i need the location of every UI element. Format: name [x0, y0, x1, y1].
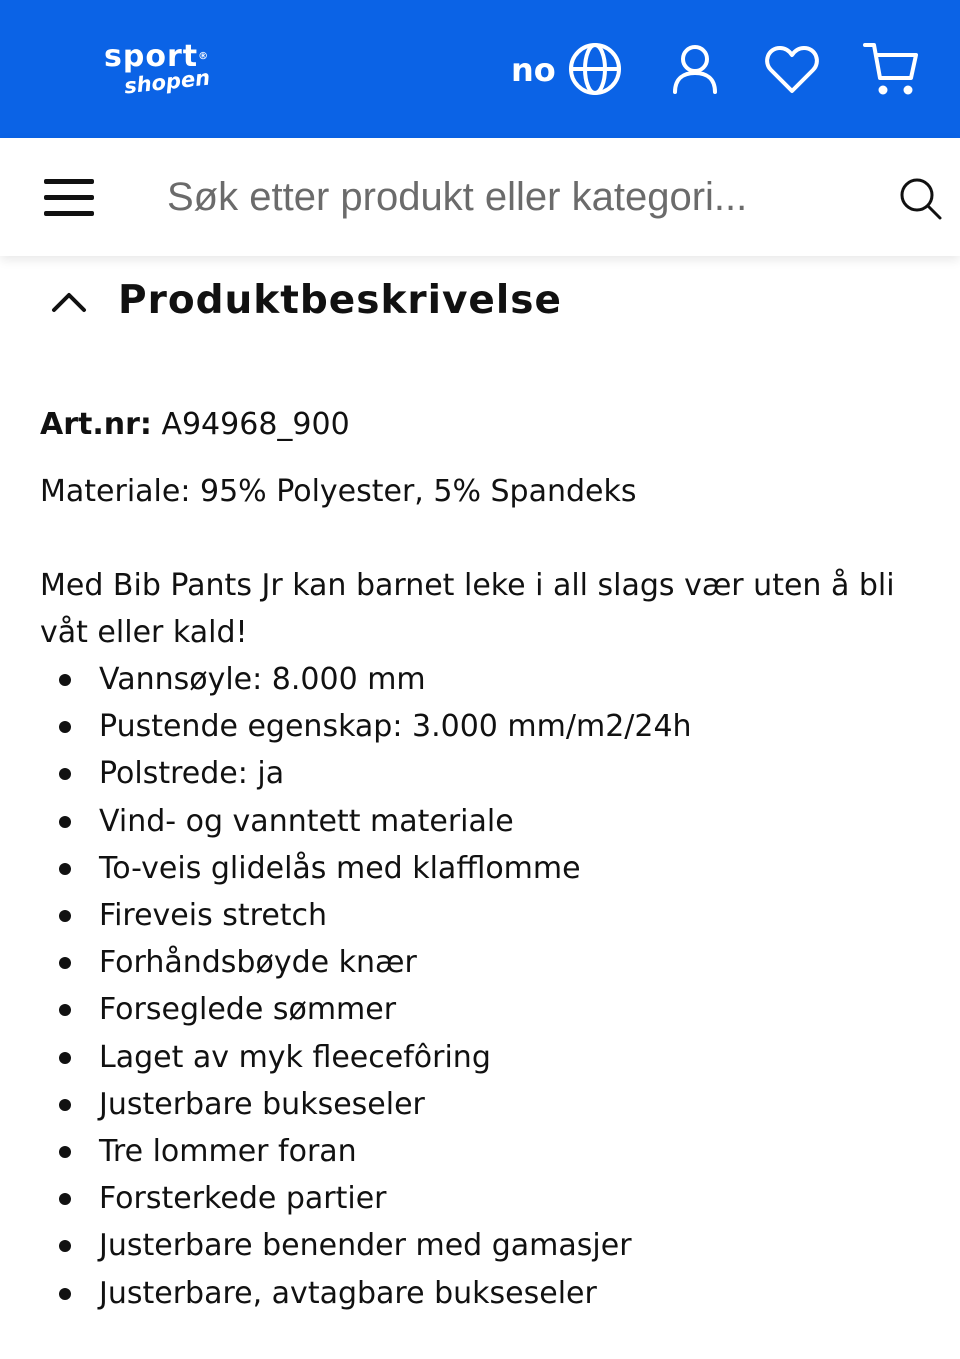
logo-bottom-word: shopen: [122, 65, 212, 99]
globe-icon[interactable]: [566, 40, 624, 98]
article-number-label: Art.nr:: [40, 407, 152, 442]
article-number: [40, 402, 930, 448]
section-title: Produktbeskrivelse: [118, 278, 562, 323]
article-number-value: A94968_900: [151, 407, 350, 442]
feature-list: [40, 656, 930, 1317]
material-info: Materiale: 95% Polyester, 5% Spandeks: [40, 474, 637, 509]
product-description-text: Med Bib Pants Jr kan barnet leke i all slags vær uten å bli våt eller kald!: [40, 568, 895, 650]
feature-item: To-veis glidelås med klafflomme: [40, 845, 930, 892]
search-bar: [0, 138, 960, 256]
feature-item: Polstrede: ja: [40, 750, 930, 797]
user-icon[interactable]: [666, 40, 724, 98]
search-icon[interactable]: [896, 174, 944, 222]
feature-item: Justerbare, avtagbare bukseseler: [40, 1270, 930, 1317]
logo-top-word: sport: [104, 39, 199, 74]
hamburger-menu-icon[interactable]: [40, 174, 96, 222]
feature-item: Laget av myk fleecefôring: [40, 1034, 930, 1081]
feature-item: Forseglede sømmer: [40, 986, 930, 1033]
feature-item: Forsterkede partier: [40, 1175, 930, 1222]
sportshopen-logo[interactable]: [104, 40, 224, 104]
top-header: [0, 0, 960, 138]
product-description-toggle[interactable]: [40, 270, 920, 332]
search-input[interactable]: [167, 168, 867, 226]
language-label[interactable]: no: [511, 51, 556, 89]
feature-item: Pustende egenskap: 3.000 mm/m2/24h: [40, 703, 930, 750]
feature-item: Justerbare bukseseler: [40, 1081, 930, 1128]
feature-item: Justerbare benender med gamasjer: [40, 1222, 930, 1269]
heart-icon[interactable]: [763, 40, 821, 98]
feature-item: Vind- og vanntett materiale: [40, 798, 930, 845]
registered-mark: ®: [198, 51, 210, 62]
feature-item: Vannsøyle: 8.000 mm: [40, 656, 930, 703]
product-description: [40, 402, 930, 1317]
chevron-up-icon: [50, 286, 88, 316]
feature-item: Fireveis stretch: [40, 892, 930, 939]
feature-item: Forhåndsbøyde knær: [40, 939, 930, 986]
feature-item: Tre lommer foran: [40, 1128, 930, 1175]
cart-icon[interactable]: [862, 40, 920, 98]
